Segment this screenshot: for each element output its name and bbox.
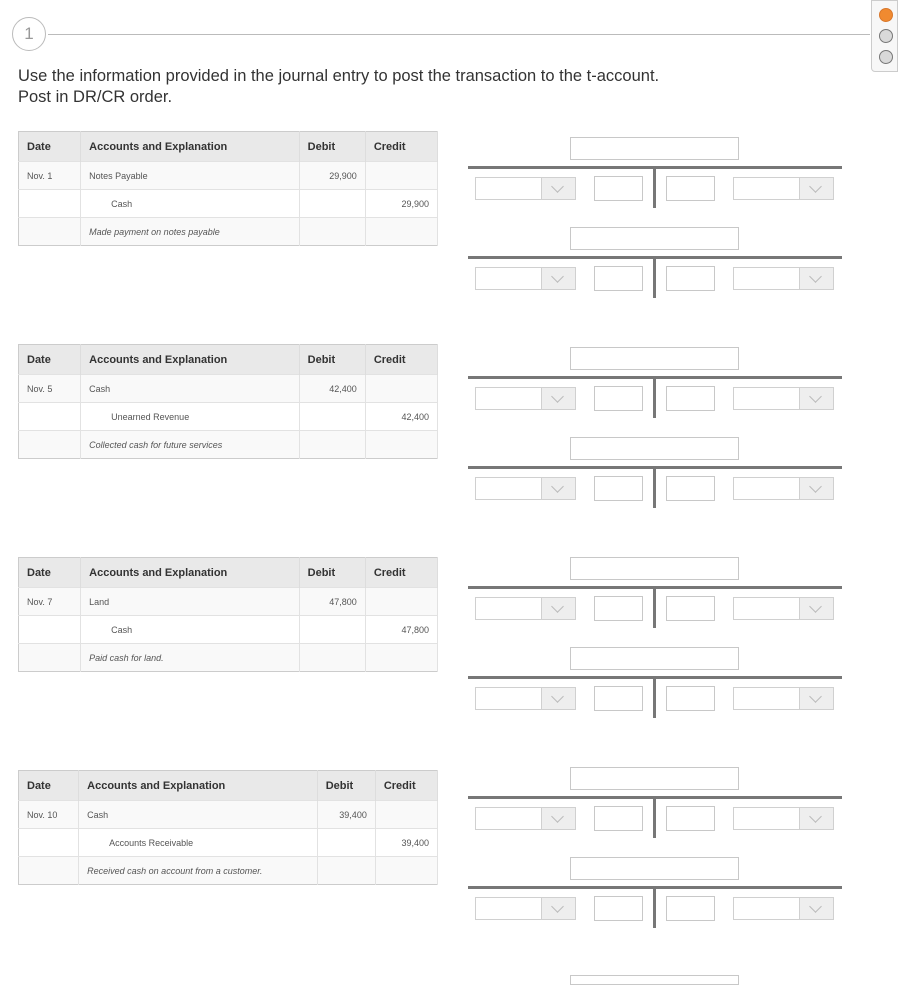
table-row	[19, 375, 438, 403]
table-row	[19, 218, 438, 246]
progress-dot[interactable]	[879, 29, 893, 43]
credit-account: Unearned Revenue	[81, 403, 300, 431]
credit-amount-input[interactable]	[666, 596, 715, 621]
progress-dot-active[interactable]	[879, 8, 893, 22]
instructions-line-1: Use the information provided in the journal entry to post the transaction to the t-account.	[18, 67, 660, 85]
dropdown-button[interactable]	[541, 478, 575, 499]
t-account-vertical-line	[653, 258, 656, 298]
date-header: Date	[19, 771, 79, 801]
date-header: Date	[19, 132, 81, 162]
account-name-input[interactable]	[570, 857, 739, 880]
debit-amount-input[interactable]	[594, 896, 643, 921]
credit-account: Accounts Receivable	[79, 829, 318, 857]
debit-account: Cash	[81, 375, 300, 403]
credit-amount-input[interactable]	[666, 386, 715, 411]
debit-amount-input[interactable]	[594, 176, 643, 201]
debit-account: Notes Payable	[81, 162, 300, 190]
dropdown-button[interactable]	[799, 388, 833, 409]
progress-indicator	[871, 0, 898, 72]
debit-amount-input[interactable]	[594, 596, 643, 621]
dropdown-button[interactable]	[541, 178, 575, 199]
debit-amount: 29,900	[299, 162, 365, 190]
dropdown-button[interactable]	[799, 808, 833, 829]
chevron-down-icon	[809, 480, 822, 493]
debit-date-select[interactable]	[475, 387, 576, 410]
t-account-8	[468, 857, 842, 987]
t-account-vertical-line	[653, 888, 656, 928]
entry-explanation: Collected cash for future services	[81, 431, 300, 459]
debit-amount-input[interactable]	[594, 686, 643, 711]
chevron-down-icon	[551, 390, 564, 403]
t-account-vertical-line	[653, 378, 656, 418]
chevron-down-icon	[809, 600, 822, 613]
date-header: Date	[19, 345, 81, 375]
entry-explanation: Made payment on notes payable	[81, 218, 300, 246]
progress-dot[interactable]	[879, 50, 893, 64]
debit-date-select[interactable]	[475, 597, 576, 620]
entry-explanation: Received cash on account from a customer.	[79, 857, 318, 885]
journal-entry-table-4	[18, 770, 438, 885]
dropdown-button[interactable]	[541, 598, 575, 619]
debit-date-select[interactable]	[475, 687, 576, 710]
credit-amount-input[interactable]	[666, 686, 715, 711]
t-account-vertical-line	[653, 588, 656, 628]
dropdown-button[interactable]	[541, 688, 575, 709]
account-name-input[interactable]	[570, 347, 739, 370]
chevron-down-icon	[551, 180, 564, 193]
dropdown-button[interactable]	[799, 688, 833, 709]
credit-date-select[interactable]	[733, 387, 834, 410]
credit-header: Credit	[365, 132, 437, 162]
t-account-vertical-line	[653, 798, 656, 838]
table-row	[19, 431, 438, 459]
credit-account: Cash	[81, 616, 300, 644]
table-row	[19, 801, 438, 829]
account-name-input[interactable]	[570, 557, 739, 580]
entry-date: Nov. 10	[19, 801, 79, 829]
chevron-down-icon	[809, 180, 822, 193]
dropdown-button[interactable]	[799, 478, 833, 499]
credit-date-select[interactable]	[733, 597, 834, 620]
journal-entry-table-1	[18, 131, 438, 246]
date-header: Date	[19, 558, 81, 588]
debit-amount-input[interactable]	[594, 386, 643, 411]
table-row	[19, 190, 438, 218]
accounts-header: Accounts and Explanation	[81, 558, 300, 588]
credit-amount-input[interactable]	[666, 476, 715, 501]
chevron-down-icon	[809, 390, 822, 403]
debit-amount: 47,800	[299, 588, 365, 616]
account-name-input[interactable]	[570, 227, 739, 250]
credit-amount-input[interactable]	[666, 266, 715, 291]
debit-header: Debit	[299, 132, 365, 162]
chevron-down-icon	[551, 810, 564, 823]
debit-header: Debit	[299, 345, 365, 375]
table-row	[19, 162, 438, 190]
credit-date-select[interactable]	[733, 897, 834, 920]
t-account-6	[468, 647, 842, 777]
chevron-down-icon	[551, 600, 564, 613]
credit-date-select[interactable]	[733, 687, 834, 710]
table-row	[19, 403, 438, 431]
table-row	[19, 616, 438, 644]
credit-header: Credit	[365, 558, 437, 588]
chevron-down-icon	[551, 480, 564, 493]
credit-header: Credit	[375, 771, 437, 801]
debit-date-select[interactable]	[475, 267, 576, 290]
t-account-vertical-line	[653, 168, 656, 208]
table-row	[19, 857, 438, 885]
credit-date-select[interactable]	[733, 807, 834, 830]
dropdown-button[interactable]	[799, 898, 833, 919]
chevron-down-icon	[551, 690, 564, 703]
debit-date-select[interactable]	[475, 477, 576, 500]
entry-date: Nov. 7	[19, 588, 81, 616]
dropdown-button[interactable]	[541, 268, 575, 289]
step-divider-line	[48, 34, 870, 35]
credit-amount: 39,400	[375, 829, 437, 857]
debit-date-select[interactable]	[475, 177, 576, 200]
t-account-2	[468, 227, 842, 357]
credit-header: Credit	[365, 345, 437, 375]
entry-date: Nov. 1	[19, 162, 81, 190]
chevron-down-icon	[809, 270, 822, 283]
debit-account: Land	[81, 588, 300, 616]
debit-amount: 39,400	[317, 801, 375, 829]
credit-date-select[interactable]	[733, 177, 834, 200]
chevron-down-icon	[809, 810, 822, 823]
dropdown-button[interactable]	[799, 598, 833, 619]
instructions-line-2: Post in DR/CR order.	[18, 88, 173, 106]
credit-amount-input[interactable]	[666, 806, 715, 831]
dropdown-button[interactable]	[541, 808, 575, 829]
dropdown-button[interactable]	[541, 898, 575, 919]
credit-amount: 47,800	[365, 616, 437, 644]
debit-account: Cash	[79, 801, 318, 829]
step-number-badge: 1	[12, 17, 46, 51]
debit-header: Debit	[317, 771, 375, 801]
chevron-down-icon	[809, 690, 822, 703]
credit-amount: 42,400	[365, 403, 437, 431]
table-row	[19, 588, 438, 616]
t-account-vertical-line	[653, 678, 656, 718]
credit-amount-input[interactable]	[666, 896, 715, 921]
accounts-header: Accounts and Explanation	[81, 132, 300, 162]
credit-date-select[interactable]	[733, 267, 834, 290]
credit-amount: 29,900	[365, 190, 437, 218]
debit-amount-input[interactable]	[594, 806, 643, 831]
chevron-down-icon	[809, 900, 822, 913]
dropdown-button[interactable]	[541, 388, 575, 409]
t-account-4	[468, 437, 842, 567]
entry-explanation: Paid cash for land.	[81, 644, 300, 672]
chevron-down-icon	[551, 900, 564, 913]
debit-amount-input[interactable]	[594, 266, 643, 291]
table-row	[19, 829, 438, 857]
dropdown-button[interactable]	[799, 268, 833, 289]
t-account-vertical-line	[653, 468, 656, 508]
debit-amount: 42,400	[299, 375, 365, 403]
entry-date: Nov. 5	[19, 375, 81, 403]
journal-entry-table-3	[18, 557, 438, 672]
account-name-input[interactable]	[570, 137, 739, 160]
journal-entry-table-2	[18, 344, 438, 459]
credit-amount-input[interactable]	[666, 176, 715, 201]
dropdown-button[interactable]	[799, 178, 833, 199]
table-row	[19, 644, 438, 672]
account-name-input[interactable]	[570, 767, 739, 790]
account-name-input[interactable]	[570, 437, 739, 460]
accounts-header: Accounts and Explanation	[81, 345, 300, 375]
account-name-input[interactable]	[570, 647, 739, 670]
chevron-down-icon	[551, 270, 564, 283]
instructions	[18, 66, 778, 108]
accounts-header: Accounts and Explanation	[79, 771, 318, 801]
debit-header: Debit	[299, 558, 365, 588]
credit-date-select[interactable]	[733, 477, 834, 500]
account-name-input[interactable]	[570, 975, 739, 985]
debit-amount-input[interactable]	[594, 476, 643, 501]
debit-date-select[interactable]	[475, 897, 576, 920]
debit-date-select[interactable]	[475, 807, 576, 830]
credit-account: Cash	[81, 190, 300, 218]
